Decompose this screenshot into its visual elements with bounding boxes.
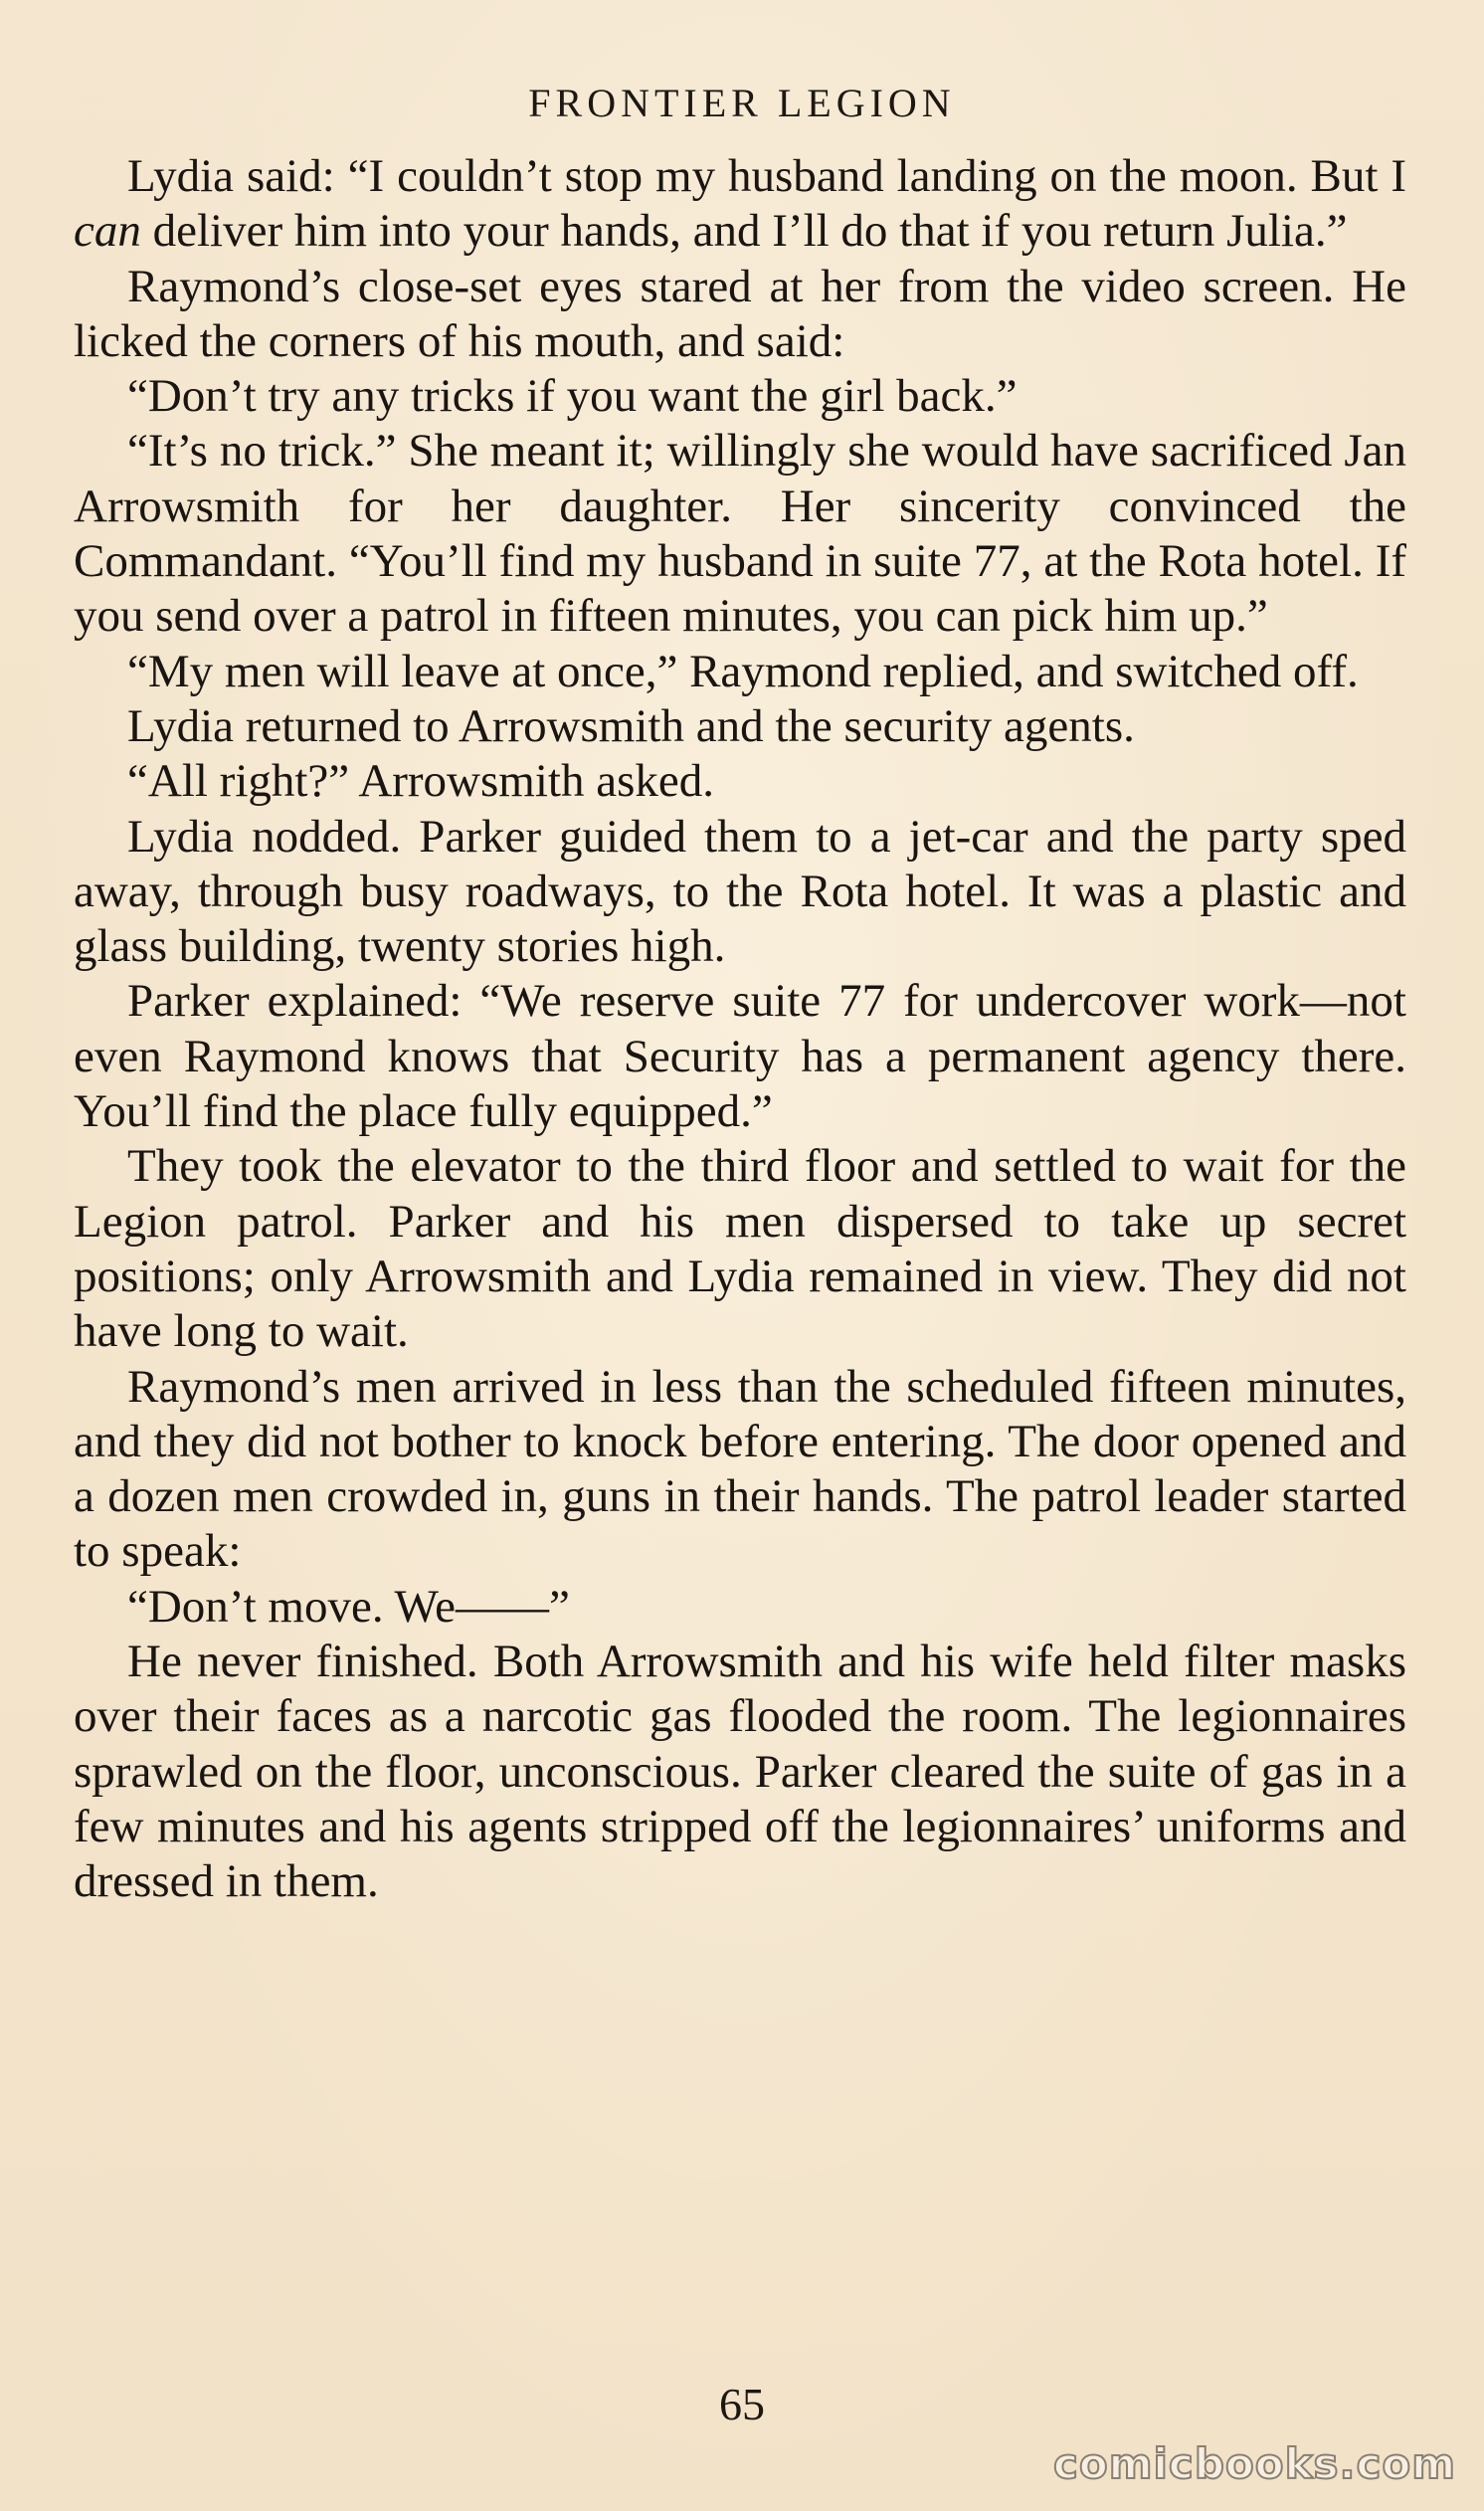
paragraph-7: “All right?” Arrowsmith asked. xyxy=(127,755,714,808)
paragraph-4: “It’s no trick.” She meant it; willingly she would have sacrificed Jan Arrowsmith for her daughter. Her sincerity convinced the Commandant. “You’ll find my husband in suite 77, at the Rota hotel. If you send over a patrol in fifteen minutes, you can pick him up.” xyxy=(74,425,1406,643)
paragraph-1-emphasis: can xyxy=(74,205,141,258)
page-number: 65 xyxy=(719,2379,765,2429)
paragraph-12: “Don’t move. We——” xyxy=(127,1580,570,1633)
paragraph-3: “Don’t try any tricks if you want the girl back.” xyxy=(127,370,1018,423)
watermark: comicbooks.com xyxy=(1053,2439,1456,2488)
paragraph-10: They took the elevator to the third floor and settled to wait for the Legion patrol. Parker and his men dispersed to take up secret positions; only Arrowsmith and Lydia remained in view. They did not have long to wait. xyxy=(74,1140,1406,1358)
paragraph-6: Lydia returned to Arrowsmith and the security agents. xyxy=(127,699,1135,752)
paragraph-1 xyxy=(74,149,1406,260)
paragraph-11: Raymond’s men arrived in less than the scheduled fifteen minutes, and they did not bother to knock before entering. The door opened and a dozen men crowded in, guns in their hands. The patrol leader started to speak: xyxy=(74,1360,1406,1578)
paragraph-8: Lydia nodded. Parker guided them to a jet-car and the party sped away, through busy roadways, to the Rota hotel. It was a plastic and glass building, twenty stories high. xyxy=(74,810,1406,973)
paragraph-13: He never finished. Both Arrowsmith and his wife held filter masks over their faces as a narcotic gas flooded the room. The legionnaires sprawled on the floor, unconscious. Parker cleared the suite of gas in a few minutes and his agents stripped off the legionnaires’ uniforms and dressed in them. xyxy=(74,1636,1406,1908)
paragraph-1-start: Lydia said: “I couldn’t stop my husband landing on the moon. But I xyxy=(127,150,1406,202)
paragraph-2: Raymond’s close-set eyes stared at her from the video screen. He licked the corners of his mouth, and said: xyxy=(74,260,1406,367)
paragraph-9: Parker explained: “We reserve suite 77 for undercover work—not even Raymond knows that Security has a permanent agency there. You’ll find the place fully equipped.” xyxy=(74,975,1406,1138)
paragraph-1-end: deliver him into your hands, and I’ll do that if you return Julia.” xyxy=(140,205,1348,258)
body-text xyxy=(74,149,1406,1910)
running-title: FRONTIER LEGION xyxy=(528,81,956,125)
paragraph-5: “My men will leave at once,” Raymond replied, and switched off. xyxy=(127,645,1359,697)
